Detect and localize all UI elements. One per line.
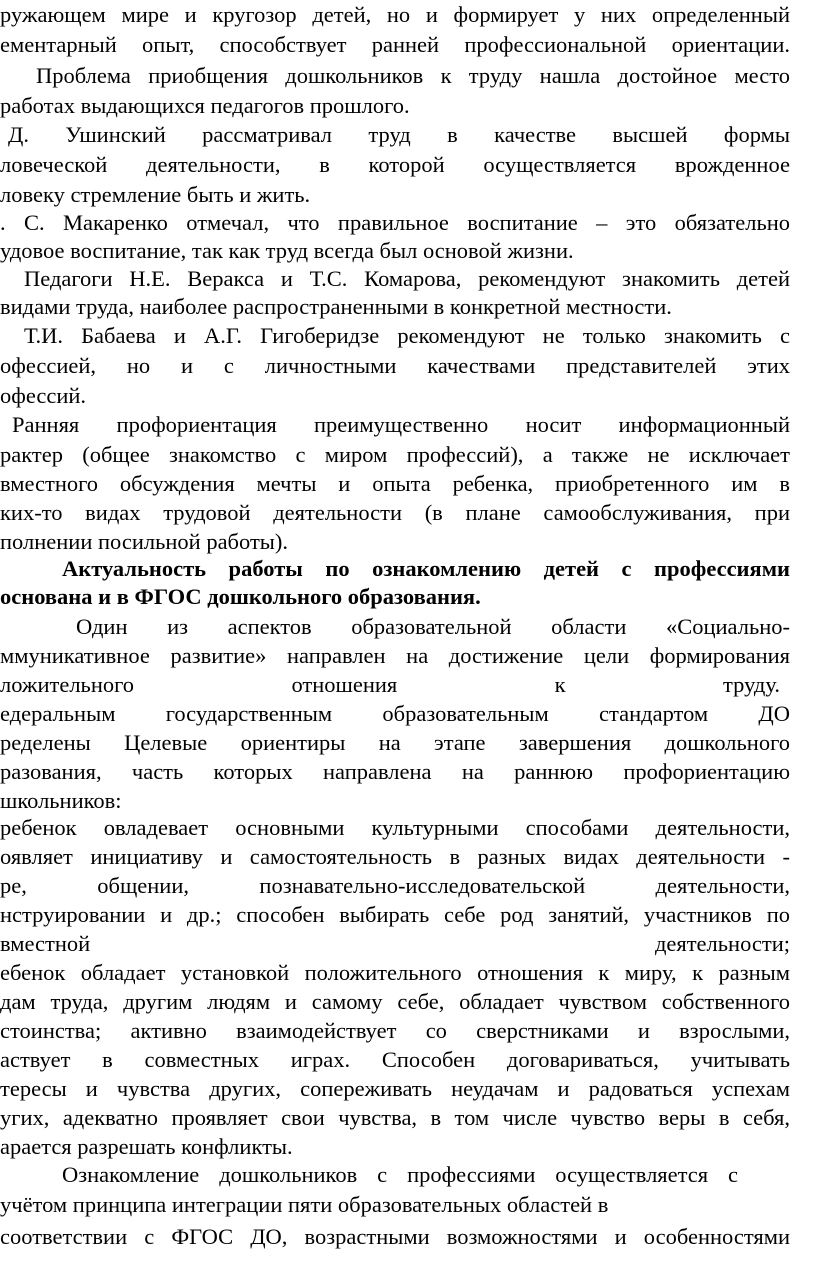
text-line: Д. Ушинский рассматривал труд в качестве высшей формы xyxy=(8,122,790,147)
text-line: угих, адекватно проявляет свои чувства, в том числе чувство веры в себя, xyxy=(0,1105,790,1130)
text-line: ловеческой деятельности, в которой осуществляется врожденное xyxy=(0,152,790,177)
text-line: ружающем мире и кругозор детей, но и формирует у них определенный xyxy=(0,2,790,27)
text-line: вместной деятельности; xyxy=(0,931,790,956)
text-line: Ознакомление дошкольников с профессиями осуществляется с xyxy=(62,1162,738,1187)
text-line: видами труда, наиболее распространенными в конкретной местности. xyxy=(0,294,672,319)
text-line: ких-то видах трудовой деятельности (в плане самообслуживания, при xyxy=(0,500,790,525)
text-line: вместного обсуждения мечты и опыта ребенка, приобретенного им в xyxy=(0,471,790,496)
text-line: полнении посильной работы). xyxy=(0,529,289,554)
text-line: учётом принципа интеграции пяти образовательных областей в xyxy=(0,1192,609,1217)
text-line: разования, часть которых направлена на раннюю профориентацию xyxy=(0,759,790,784)
text-line: ементарный опыт, способствует ранней профессиональной ориентации. xyxy=(0,32,790,57)
text-line: дам труда, другим людям и самому себе, обладает чувством собственного xyxy=(0,989,790,1014)
text-line: едеральным государственным образовательным стандартом ДО xyxy=(0,701,790,726)
text-line: Проблема приобщения дошкольников к труду нашла достойное место xyxy=(36,63,790,88)
text-line: арается разрешать конфликты. xyxy=(0,1134,293,1159)
text-line: нструировании и др.; способен выбирать себе род занятий, участников по xyxy=(0,902,790,927)
text-line: . С. Макаренко отмечал, что правильное воспитание – это обязательно xyxy=(0,210,790,235)
text-line: ребенок овладевает основными культурными способами деятельности, xyxy=(0,815,790,840)
text-line: стоинства; активно взаимодействует со сверстниками и взрослыми, xyxy=(0,1018,790,1043)
text-line: тересы и чувства других, сопереживать неудачам и радоваться успехам xyxy=(0,1076,790,1101)
text-line: ре, общении, познавательно-исследовательской деятельности, xyxy=(0,873,790,898)
text-line: Т.И. Бабаева и А.Г. Гигоберидзе рекомендуют не только знакомить с xyxy=(24,323,790,348)
text-line: Педагоги Н.Е. Веракса и Т.С. Комарова, рекомендуют знакомить детей xyxy=(24,266,790,291)
text-line: ебенок обладает установкой положительного отношения к миру, к разным xyxy=(0,960,790,985)
text-line: Ранняя профориентация преимущественно носит информационный xyxy=(12,412,790,437)
section-heading-line: Актуальность работы по ознакомлению детей с профессиями xyxy=(62,556,790,581)
text-line: аствует в совместных играх. Способен договариваться, учитывать xyxy=(0,1047,790,1072)
text-line: соответствии с ФГОС ДО, возрастными возможностями и особенностями xyxy=(0,1224,790,1249)
text-line: школьников: xyxy=(0,788,122,813)
text-line: оявляет инициативу и самостоятельность в разных видах деятельности - xyxy=(0,844,790,869)
text-line: ммуникативное развитие» направлен на достижение цели формирования xyxy=(0,643,790,668)
text-line: Один из аспектов образовательной области «Социально- xyxy=(76,614,790,639)
text-line: офессией, но и с личностными качествами представителей этих xyxy=(0,353,790,378)
text-line: работах выдающихся педагогов прошлого. xyxy=(0,93,410,118)
section-heading-line: основана и в ФГОС дошкольного образования. xyxy=(0,584,481,609)
text-line: офессий. xyxy=(0,383,87,408)
text-line: удовое воспитание, так как труд всегда был основой жизни. xyxy=(0,238,574,263)
text-line: ределены Целевые ориентиры на этапе завершения дошкольного xyxy=(0,730,790,755)
text-line: ложительного отношения к труду. xyxy=(0,672,780,697)
text-line: ловеку стремление быть и жить. xyxy=(0,182,311,207)
text-line: рактер (общее знакомство с миром профессий), а также не исключает xyxy=(0,442,790,467)
